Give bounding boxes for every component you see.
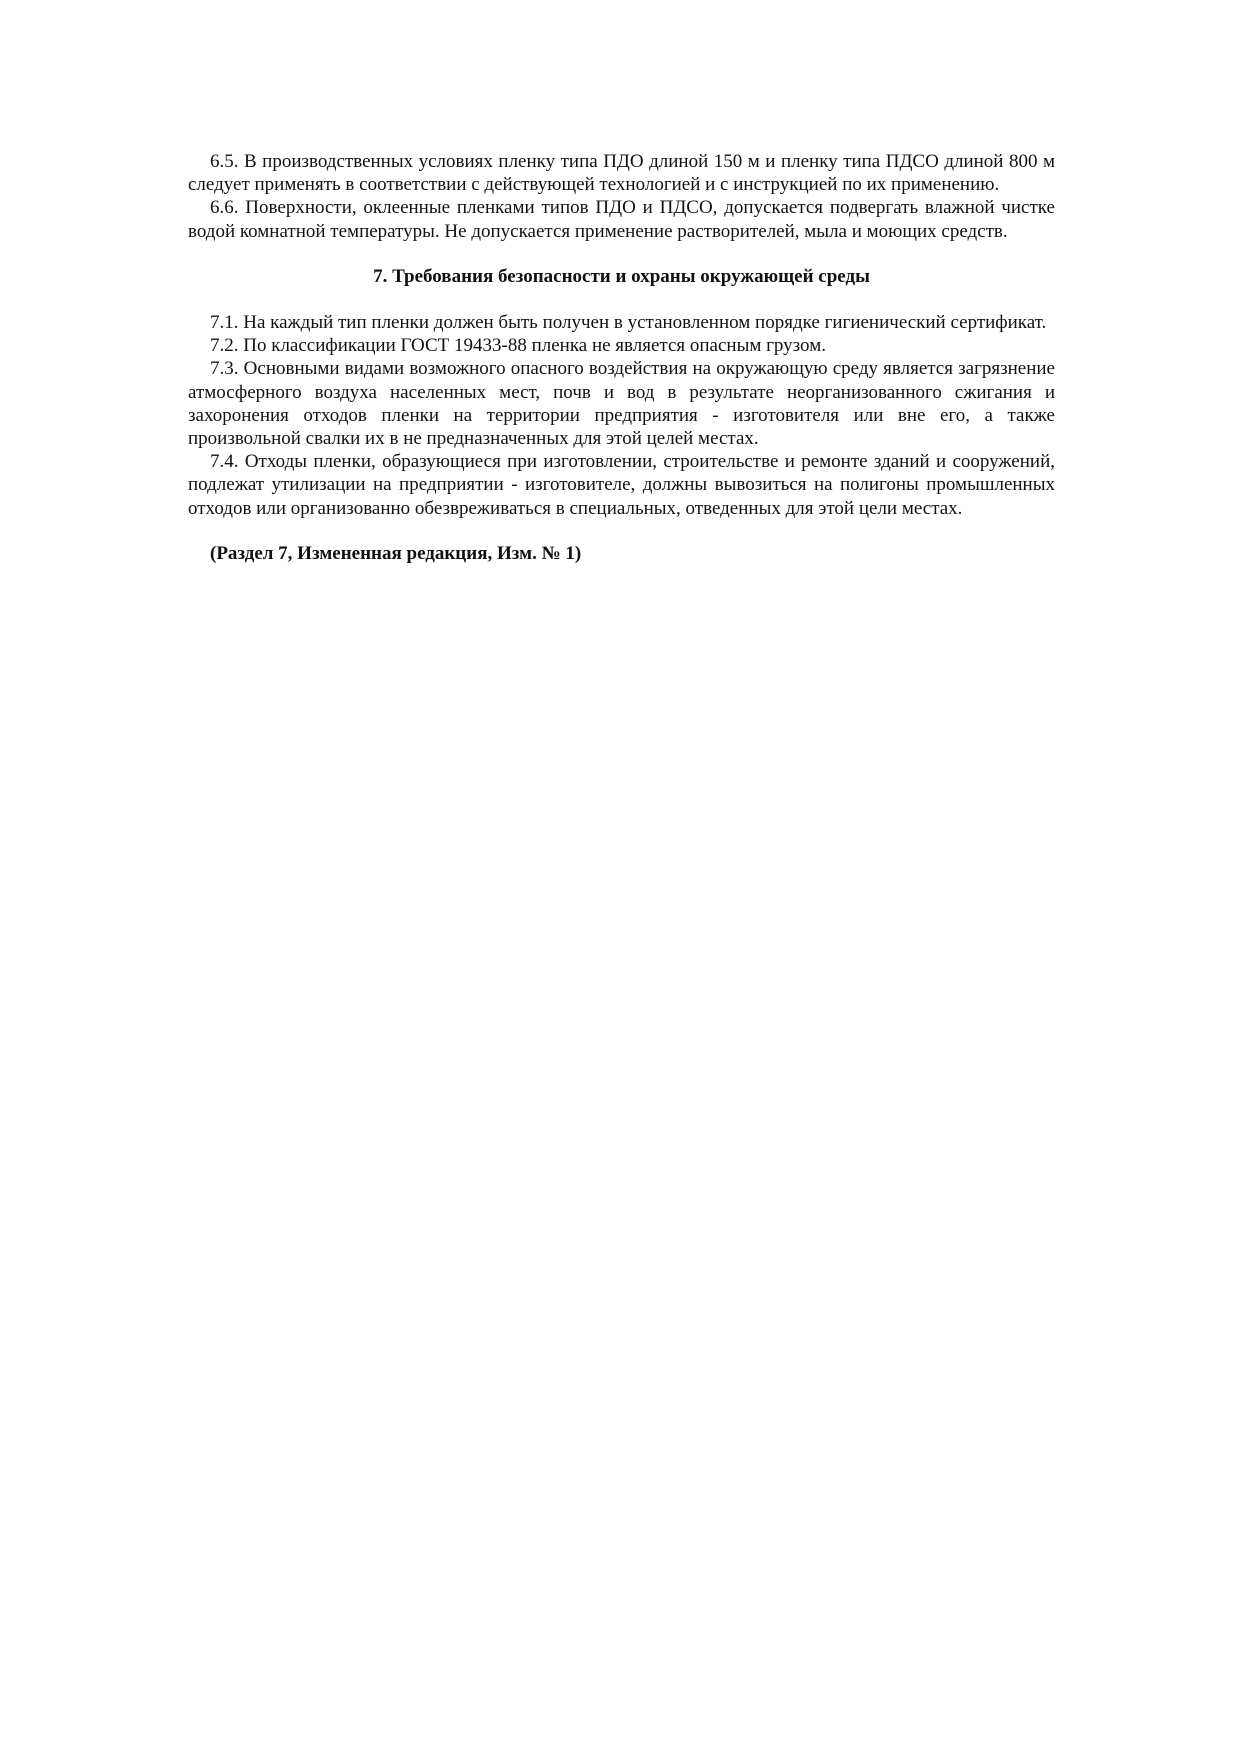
section-7-heading: 7. Требования безопасности и охраны окружающей среды (373, 265, 870, 287)
document-page (188, 150, 1055, 565)
paragraph-6-5: 6.5. В производственных условиях пленку типа ПДО длиной 150 м и пленку типа ПДСО длиной 800 м следует применять в соответствии с действующей технологией и с инструкцией по их применению. (188, 151, 1055, 196)
paragraph-6-6: 6.6. Поверхности, оклеенные пленками типов ПДО и ПДСО, допускается подвергать влажной чистке водой комнатной температуры. Не допускается применение растворителей, мыла и моющих средств. (188, 197, 1055, 242)
paragraph-7-1: 7.1. На каждый тип пленки должен быть получен в установленном порядке гигиенический сертификат. (210, 312, 1047, 334)
revision-note: (Раздел 7, Измененная редакция, Изм. № 1) (210, 542, 582, 564)
paragraph-7-4: 7.4. Отходы пленки, образующиеся при изготовлении, строительстве и ремонте зданий и сооружений, подлежат утилизации на предприятии - изготовителе, должны вывозиться на полигоны промышленных отходов или организованно обезвреживаться в специальных, отведенных для этой цели местах. (188, 451, 1055, 519)
paragraph-7-2: 7.2. По классификации ГОСТ 19433-88 пленка не является опасным грузом. (210, 335, 826, 357)
paragraph-7-3: 7.3. Основными видами возможного опасного воздействия на окружающую среду является загрязнение атмосферного воздуха населенных мест, почв и вод в результате неорганизованного сжигания и захоронения отходов пленки на территории предприятия - изготовителя или вне его, а также произвольной свалки их в не предназначенных для этой целей местах. (188, 358, 1055, 450)
